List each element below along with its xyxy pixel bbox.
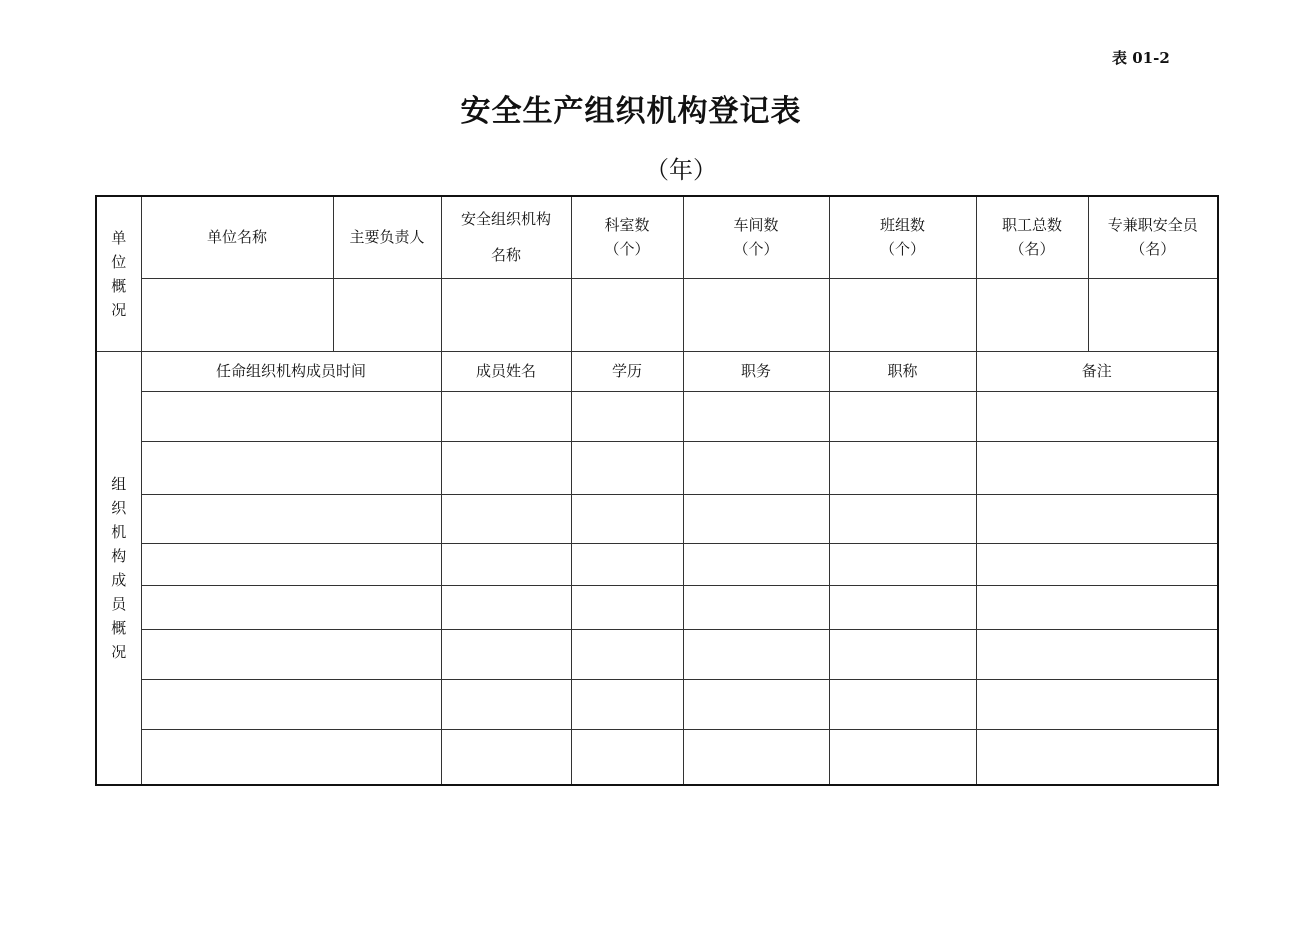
position-cell[interactable] bbox=[683, 679, 829, 729]
position-cell[interactable] bbox=[683, 629, 829, 679]
member-name-cell[interactable] bbox=[441, 729, 571, 785]
team-count-cell[interactable] bbox=[829, 278, 976, 351]
appointment-time-cell[interactable] bbox=[141, 679, 441, 729]
education-cell[interactable] bbox=[571, 679, 683, 729]
header-staff-total: 职工总数 （名） bbox=[976, 196, 1088, 278]
principal-cell[interactable] bbox=[333, 278, 441, 351]
education-cell[interactable] bbox=[571, 729, 683, 785]
unit-header-row bbox=[96, 196, 1218, 278]
unit-name-cell[interactable] bbox=[141, 278, 333, 351]
member-name-cell[interactable] bbox=[441, 494, 571, 543]
unit-data-row bbox=[96, 278, 1218, 351]
appointment-time-cell[interactable] bbox=[141, 441, 441, 494]
page-title: 安全生产组织机构登记表 bbox=[460, 94, 802, 129]
header-title: 职称 bbox=[829, 351, 976, 391]
member-name-cell[interactable] bbox=[441, 391, 571, 441]
appointment-time-cell[interactable] bbox=[141, 543, 441, 585]
safety-org-name-cell[interactable] bbox=[441, 278, 571, 351]
remarks-cell[interactable] bbox=[976, 585, 1218, 629]
title-cell[interactable] bbox=[829, 391, 976, 441]
member-row bbox=[96, 543, 1218, 585]
title-cell[interactable] bbox=[829, 679, 976, 729]
safety-officers-cell[interactable] bbox=[1088, 278, 1218, 351]
title-cell[interactable] bbox=[829, 494, 976, 543]
member-name-cell[interactable] bbox=[441, 441, 571, 494]
education-cell[interactable] bbox=[571, 543, 683, 585]
header-safety-officers: 专兼职安全员 （名） bbox=[1088, 196, 1218, 278]
remarks-cell[interactable] bbox=[976, 494, 1218, 543]
title-cell[interactable] bbox=[829, 585, 976, 629]
member-name-cell[interactable] bbox=[441, 543, 571, 585]
year-label: （年） bbox=[645, 156, 717, 184]
title-cell[interactable] bbox=[829, 543, 976, 585]
form-number: 表 01-2 bbox=[1112, 49, 1170, 67]
header-member-name: 成员姓名 bbox=[441, 351, 571, 391]
member-row bbox=[96, 629, 1218, 679]
registration-table bbox=[95, 195, 1219, 786]
title-cell[interactable] bbox=[829, 629, 976, 679]
member-row bbox=[96, 494, 1218, 543]
education-cell[interactable] bbox=[571, 441, 683, 494]
unit-side-label: 单 位 概 况 bbox=[96, 196, 141, 351]
appointment-time-cell[interactable] bbox=[141, 391, 441, 441]
department-count-cell[interactable] bbox=[571, 278, 683, 351]
remarks-cell[interactable] bbox=[976, 679, 1218, 729]
header-unit-name: 单位名称 bbox=[141, 196, 333, 278]
education-cell[interactable] bbox=[571, 585, 683, 629]
position-cell[interactable] bbox=[683, 441, 829, 494]
position-cell[interactable] bbox=[683, 585, 829, 629]
header-remarks: 备注 bbox=[976, 351, 1218, 391]
member-name-cell[interactable] bbox=[441, 585, 571, 629]
header-workshop-count: 车间数 （个） bbox=[683, 196, 829, 278]
remarks-cell[interactable] bbox=[976, 543, 1218, 585]
appointment-time-cell[interactable] bbox=[141, 629, 441, 679]
header-team-count: 班组数 （个） bbox=[829, 196, 976, 278]
position-cell[interactable] bbox=[683, 543, 829, 585]
header-department-count: 科室数 （个） bbox=[571, 196, 683, 278]
member-name-cell[interactable] bbox=[441, 629, 571, 679]
header-education: 学历 bbox=[571, 351, 683, 391]
remarks-cell[interactable] bbox=[976, 441, 1218, 494]
member-row bbox=[96, 441, 1218, 494]
title-cell[interactable] bbox=[829, 441, 976, 494]
appointment-time-cell[interactable] bbox=[141, 729, 441, 785]
remarks-cell[interactable] bbox=[976, 391, 1218, 441]
staff-total-cell[interactable] bbox=[976, 278, 1088, 351]
remarks-cell[interactable] bbox=[976, 729, 1218, 785]
title-cell[interactable] bbox=[829, 729, 976, 785]
education-cell[interactable] bbox=[571, 629, 683, 679]
member-row bbox=[96, 729, 1218, 785]
position-cell[interactable] bbox=[683, 729, 829, 785]
member-row bbox=[96, 391, 1218, 441]
header-principal: 主要负责人 bbox=[333, 196, 441, 278]
header-appointment-time: 任命组织机构成员时间 bbox=[141, 351, 441, 391]
header-safety-org-name: 安全组织机构 名称 bbox=[441, 196, 571, 278]
member-row bbox=[96, 679, 1218, 729]
remarks-cell[interactable] bbox=[976, 629, 1218, 679]
position-cell[interactable] bbox=[683, 391, 829, 441]
position-cell[interactable] bbox=[683, 494, 829, 543]
header-position: 职务 bbox=[683, 351, 829, 391]
member-name-cell[interactable] bbox=[441, 679, 571, 729]
workshop-count-cell[interactable] bbox=[683, 278, 829, 351]
appointment-time-cell[interactable] bbox=[141, 585, 441, 629]
member-side-label: 组 织 机 构 成 员 概 况 bbox=[96, 351, 141, 785]
member-header-row bbox=[96, 351, 1218, 391]
education-cell[interactable] bbox=[571, 391, 683, 441]
appointment-time-cell[interactable] bbox=[141, 494, 441, 543]
member-row bbox=[96, 585, 1218, 629]
education-cell[interactable] bbox=[571, 494, 683, 543]
